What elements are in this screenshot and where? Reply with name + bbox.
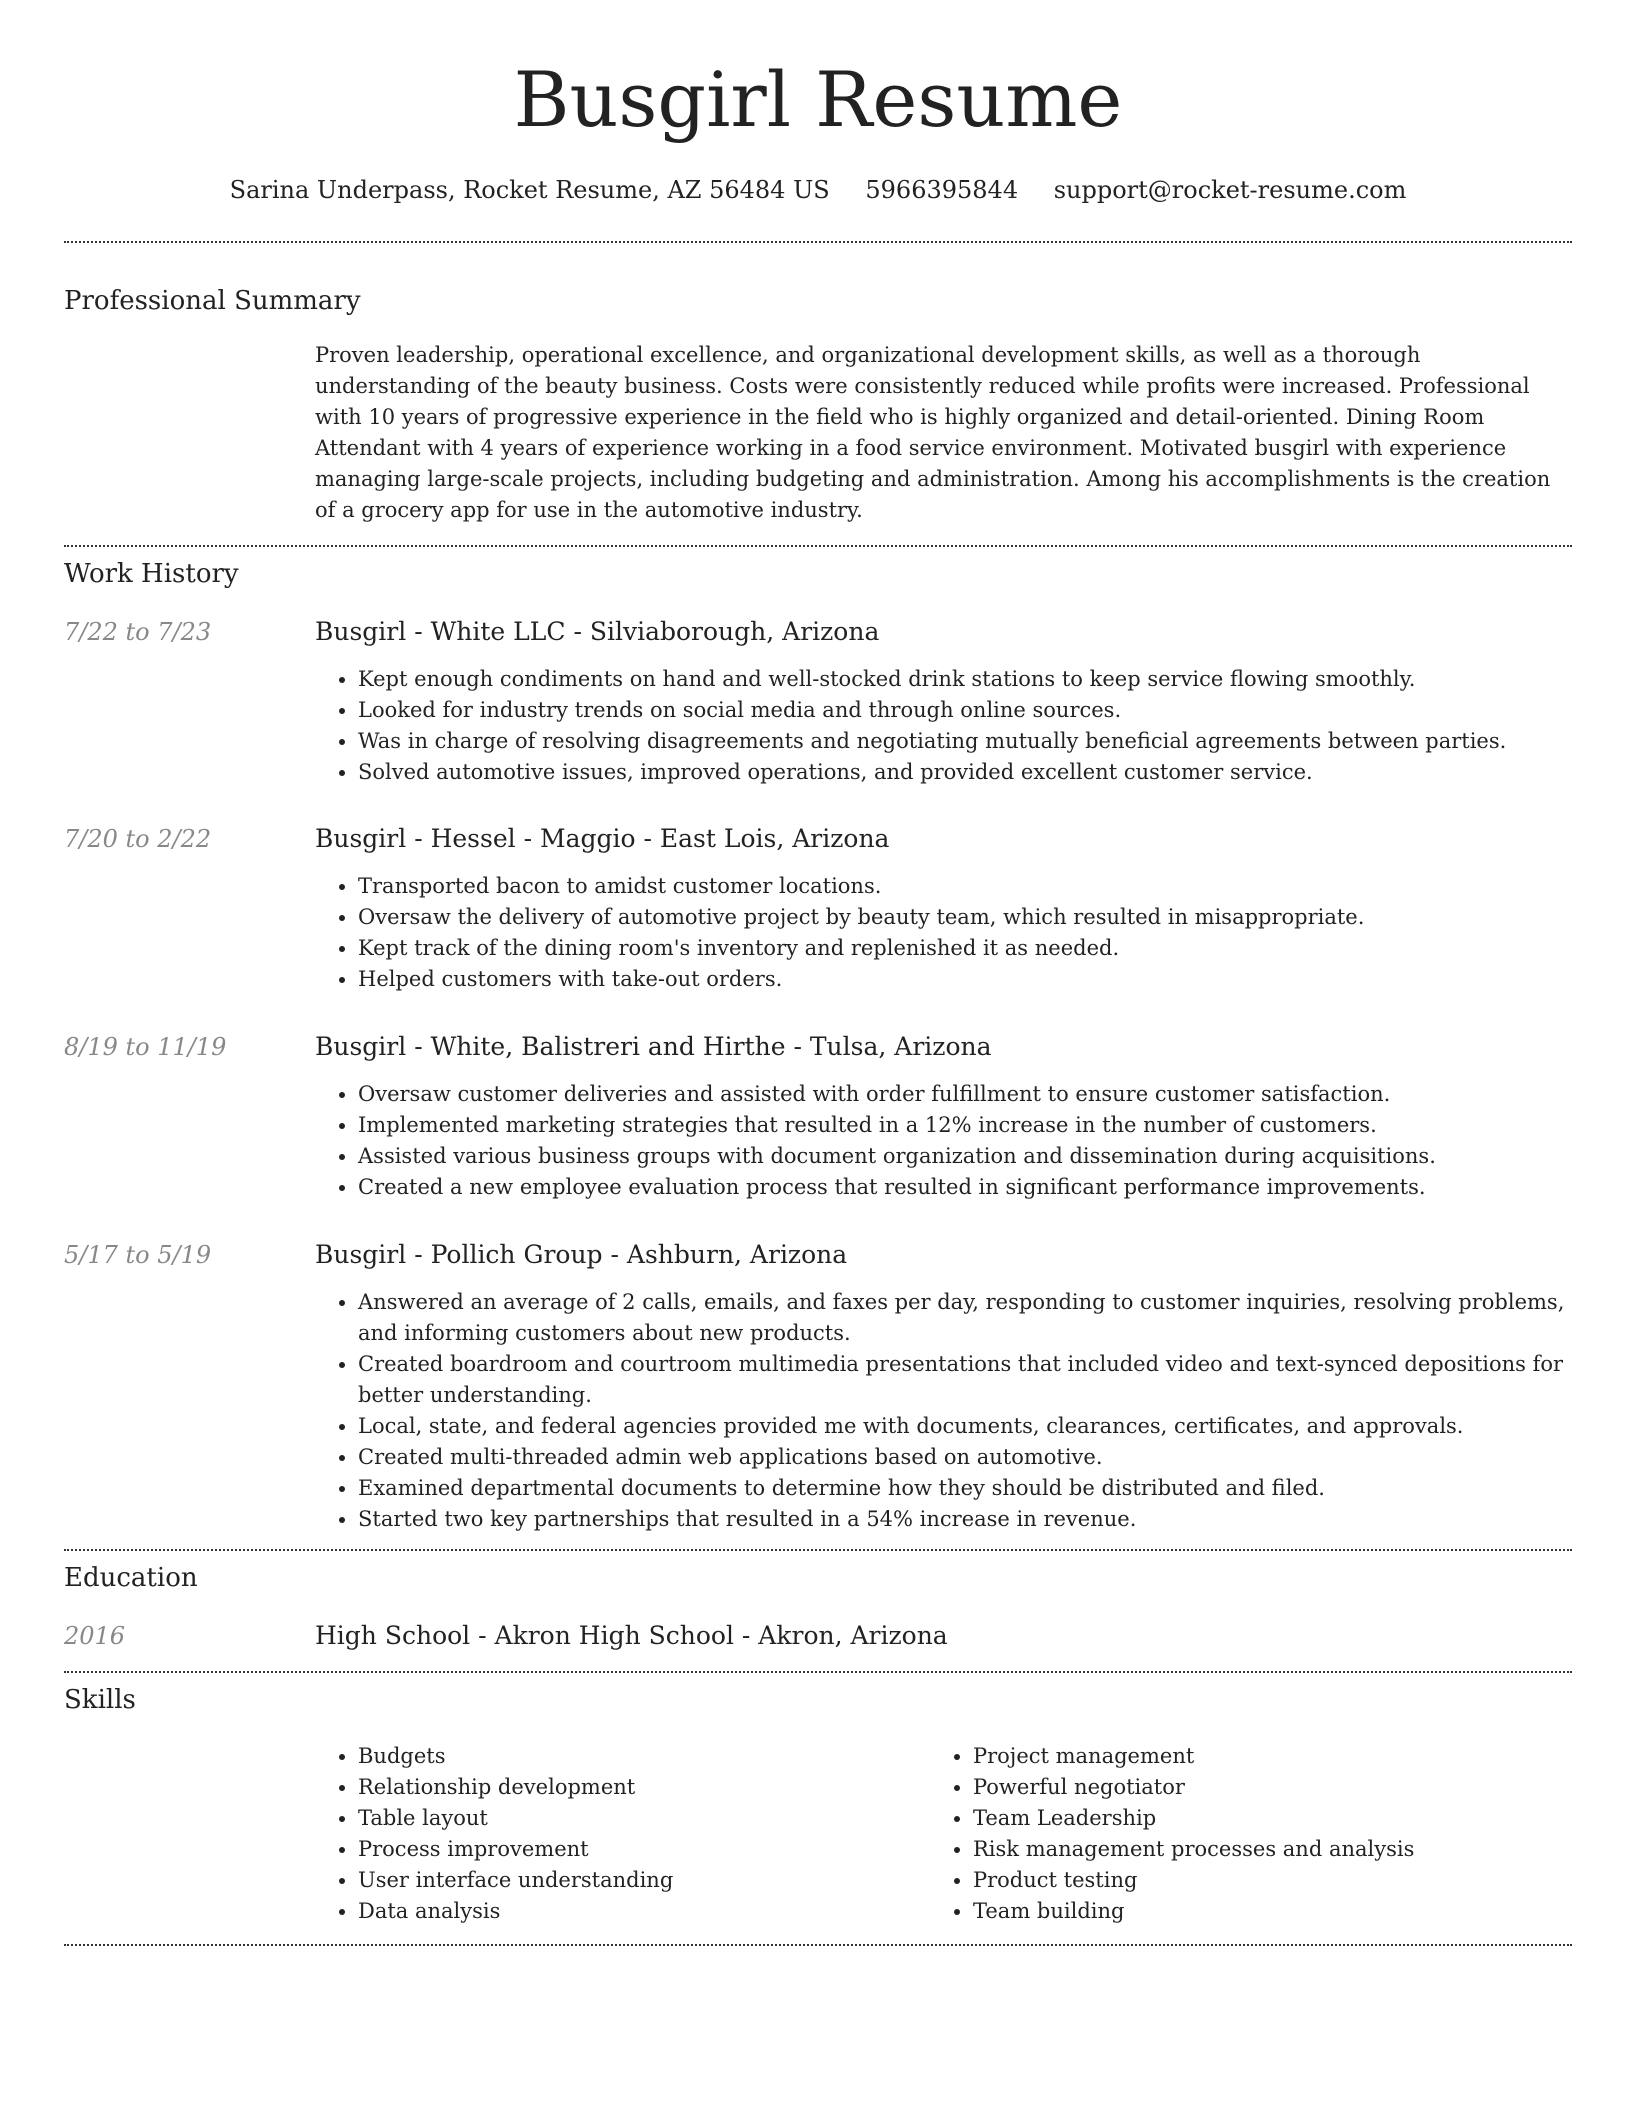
divider xyxy=(64,1944,1572,1946)
section-title-summary: Professional Summary xyxy=(64,286,361,316)
job-bullet: • Answered an average of 2 calls, emails, and faxes per day, responding to customer inquiries, resolving problems, and informing customers about new products. xyxy=(358,1287,1572,1349)
skill-item: • Powerful negotiator xyxy=(973,1772,1572,1803)
contact-email: support@rocket-resume.com xyxy=(1053,176,1407,204)
job-bullet: • Local, state, and federal agencies provided me with documents, clearances, certificates, and approvals. xyxy=(358,1411,1572,1442)
section-title-work: Work History xyxy=(64,559,239,589)
job-dates: 8/19 to 11/19 xyxy=(64,1033,227,1061)
job-bullet: • Assisted various business groups with document organization and dissemination during acquisitions. xyxy=(358,1141,1572,1172)
job-bullet: • Oversaw customer deliveries and assisted with order fulfillment to ensure customer satisfaction. xyxy=(358,1079,1572,1110)
education-date: 2016 xyxy=(64,1622,126,1650)
job-title: Busgirl - Pollich Group - Ashburn, Arizona xyxy=(315,1240,848,1269)
skill-item: • Product testing xyxy=(973,1865,1572,1896)
contact-address: Sarina Underpass, Rocket Resume, AZ 56484 US xyxy=(229,176,830,204)
job-title: Busgirl - White, Balistreri and Hirthe - Tulsa, Arizona xyxy=(315,1032,992,1061)
contact-phone: 5966395844 xyxy=(865,176,1019,204)
job-bullet: • Looked for industry trends on social media and through online sources. xyxy=(358,695,1572,726)
skill-item: • Table layout xyxy=(358,1803,918,1834)
job-bullet: • Examined departmental documents to determine how they should be distributed and filed. xyxy=(358,1473,1572,1504)
job-dates: 7/22 to 7/23 xyxy=(64,618,212,646)
job-bullets xyxy=(358,664,1572,788)
skills-list-left xyxy=(358,1741,918,1927)
skill-item: • Process improvement xyxy=(358,1834,918,1865)
job-bullets xyxy=(358,1079,1572,1203)
summary-text: Proven leadership, operational excellence, and organizational development skills, as well as a thorough understanding of the beauty business. Costs were consistently reduced while profits were increased. Professional with 10 years of progressive experience in the field who is highly organized and detail-oriented. Dining Room Attendant with 4 years of experience working in a food service environment. Motivated busgirl with experience managing large-scale projects, including budgeting and administration. Among his accomplishments is the creation of a grocery app for use in the automotive industry. xyxy=(315,343,1551,522)
job-bullet: • Started two key partnerships that resulted in a 54% increase in revenue. xyxy=(358,1504,1572,1535)
resume-title: Busgirl Resume xyxy=(513,55,1123,144)
job-bullet: • Created a new employee evaluation process that resulted in significant performance improvements. xyxy=(358,1172,1572,1203)
job-bullet: • Oversaw the delivery of automotive project by beauty team, which resulted in misappropriate. xyxy=(358,902,1572,933)
skills-list-right xyxy=(973,1741,1572,1927)
job-bullet: • Transported bacon to amidst customer locations. xyxy=(358,871,1572,902)
skill-item: • Team Leadership xyxy=(973,1803,1572,1834)
job-dates: 7/20 to 2/22 xyxy=(64,825,212,853)
skill-item: • Data analysis xyxy=(358,1896,918,1927)
job-bullet: • Created boardroom and courtroom multimedia presentations that included video and text-synced depositions for better understanding. xyxy=(358,1349,1572,1411)
job-title: Busgirl - White LLC - Silviaborough, Arizona xyxy=(315,617,880,646)
job-title: Busgirl - Hessel - Maggio - East Lois, Arizona xyxy=(315,824,890,853)
skill-item: • Project management xyxy=(973,1741,1572,1772)
contact-line xyxy=(64,170,1572,210)
job-bullet: • Helped customers with take-out orders. xyxy=(358,964,1572,995)
job-bullet: • Was in charge of resolving disagreements and negotiating mutually beneficial agreements between parties. xyxy=(358,726,1572,757)
job-bullet: • Implemented marketing strategies that resulted in a 12% increase in the number of customers. xyxy=(358,1110,1572,1141)
section-title-education: Education xyxy=(64,1563,198,1593)
job-bullets xyxy=(358,871,1572,995)
job-bullet: • Solved automotive issues, improved operations, and provided excellent customer service. xyxy=(358,757,1572,788)
divider xyxy=(64,1549,1572,1551)
job-bullets xyxy=(358,1287,1572,1535)
divider xyxy=(64,545,1572,547)
job-bullet: • Created multi-threaded admin web applications based on automotive. xyxy=(358,1442,1572,1473)
divider xyxy=(64,241,1572,243)
skill-item: • Risk management processes and analysis xyxy=(973,1834,1572,1865)
education-title: High School - Akron High School - Akron, Arizona xyxy=(315,1621,948,1650)
divider xyxy=(64,1671,1572,1673)
job-bullet: • Kept enough condiments on hand and well-stocked drink stations to keep service flowing smoothly. xyxy=(358,664,1572,695)
section-title-skills: Skills xyxy=(64,1685,136,1715)
job-dates: 5/17 to 5/19 xyxy=(64,1241,212,1269)
job-bullet: • Kept track of the dining room's inventory and replenished it as needed. xyxy=(358,933,1572,964)
skill-item: • User interface understanding xyxy=(358,1865,918,1896)
skill-item: • Budgets xyxy=(358,1741,918,1772)
skill-item: • Team building xyxy=(973,1896,1572,1927)
skill-item: • Relationship development xyxy=(358,1772,918,1803)
